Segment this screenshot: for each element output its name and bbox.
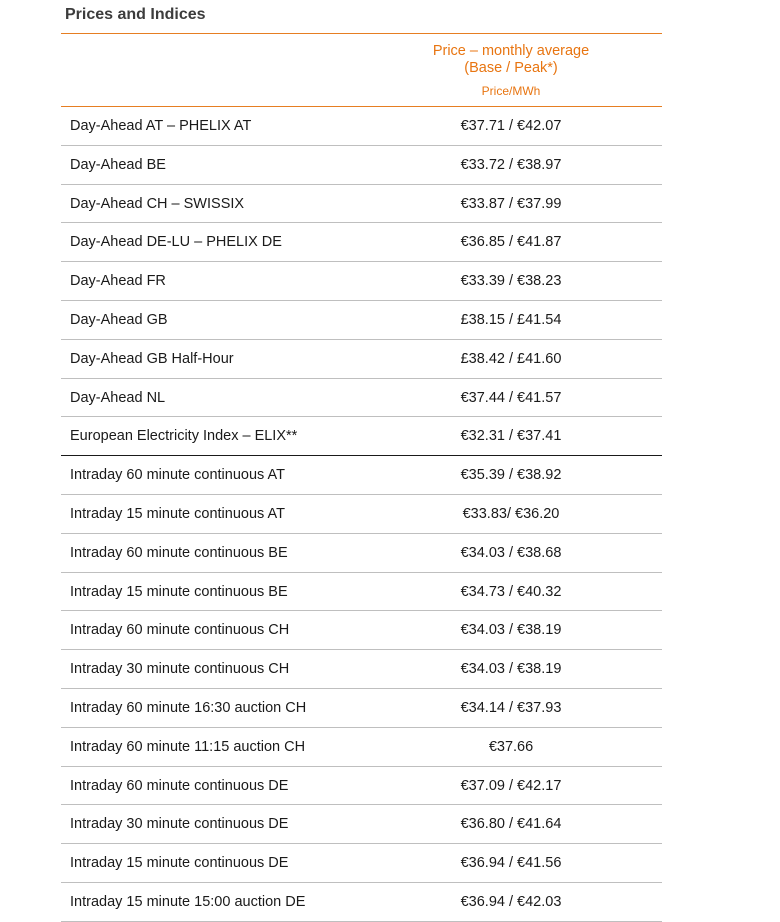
index-price: €36.80 / €41.64: [460, 816, 562, 833]
table-row: [61, 883, 662, 922]
index-price: €36.94 / €41.56: [460, 855, 562, 872]
index-price: €36.94 / €42.03: [460, 893, 562, 910]
index-name: Day-Ahead FR: [70, 273, 166, 290]
index-name: Intraday 15 minute 15:00 auction DE: [70, 893, 306, 910]
table-row: [61, 689, 662, 728]
index-name: Day-Ahead GB: [70, 311, 168, 328]
index-name: Day-Ahead GB Half-Hour: [70, 350, 234, 367]
index-name: European Electricity Index – ELIX**: [70, 428, 298, 445]
index-name: Intraday 60 minute continuous CH: [70, 622, 290, 639]
index-price: €35.39 / €38.92: [460, 467, 562, 484]
prices-table: [61, 33, 662, 922]
table-row: [61, 844, 662, 883]
table-body: [61, 107, 662, 922]
table-row: [61, 611, 662, 650]
index-price: €37.71 / €42.07: [460, 118, 562, 134]
index-name: Intraday 15 minute continuous BE: [70, 583, 288, 600]
index-name: Intraday 60 minute continuous BE: [70, 544, 288, 561]
table-row: [61, 728, 662, 767]
index-name: Day-Ahead DE-LU – PHELIX DE: [70, 234, 282, 251]
index-price: €34.03 / €38.19: [460, 622, 562, 639]
index-price: €37.44 / €41.57: [460, 389, 562, 406]
index-name: Intraday 60 minute continuous AT: [70, 467, 285, 484]
table-header: [61, 33, 662, 107]
table-row: [61, 534, 662, 573]
price-header-line1: Price – monthly average: [432, 43, 590, 59]
index-name: Day-Ahead NL: [70, 389, 166, 406]
index-price: £38.42 / £41.60: [460, 350, 562, 367]
index-price: €36.85 / €41.87: [460, 234, 562, 251]
table-row: [61, 417, 662, 456]
index-name: Intraday 15 minute continuous AT: [70, 505, 285, 522]
index-price: €33.87 / €37.99: [460, 195, 562, 212]
index-name: Intraday 30 minute continuous CH: [70, 661, 290, 678]
price-header-line2: (Base / Peak*): [464, 60, 558, 76]
index-price: €33.83/ €36.20: [462, 505, 560, 522]
index-price: €34.73 / €40.32: [460, 583, 562, 600]
index-price: €32.31 / €37.41: [460, 428, 562, 445]
index-price: €33.72 / €38.97: [460, 156, 562, 173]
table-row: [61, 185, 662, 224]
index-name: Day-Ahead AT – PHELIX AT: [70, 118, 252, 134]
index-price: €37.09 / €42.17: [460, 777, 562, 794]
page-title: Prices and Indices: [65, 6, 206, 23]
table-row: [61, 262, 662, 301]
price-unit-header: Price/MWh: [481, 84, 541, 98]
index-name: Intraday 60 minute 16:30 auction CH: [70, 699, 307, 716]
index-name: Intraday 30 minute continuous DE: [70, 816, 289, 833]
table-row: [61, 805, 662, 844]
table-row: [61, 767, 662, 806]
index-price: €33.39 / €38.23: [460, 273, 562, 290]
table-row: [61, 223, 662, 262]
index-price: €34.03 / €38.68: [460, 544, 562, 561]
index-name: Intraday 15 minute continuous DE: [70, 855, 289, 872]
index-price: €34.03 / €38.19: [460, 661, 562, 678]
index-name: Day-Ahead CH – SWISSIX: [70, 195, 245, 212]
price-column-header: [361, 43, 661, 77]
table-row: [61, 573, 662, 612]
index-price: €34.14 / €37.93: [460, 699, 562, 716]
index-name: Intraday 60 minute continuous DE: [70, 777, 289, 794]
table-row: [61, 107, 662, 146]
table-row: [61, 456, 662, 495]
index-name: Intraday 60 minute 11:15 auction CH: [70, 738, 306, 755]
table-row: [61, 301, 662, 340]
table-row: [61, 650, 662, 689]
index-name: Day-Ahead BE: [70, 156, 166, 173]
table-row: [61, 495, 662, 534]
table-row: [61, 340, 662, 379]
table-row: [61, 379, 662, 418]
table-row: [61, 146, 662, 185]
index-price: £38.15 / £41.54: [460, 311, 562, 328]
index-price: €37.66: [488, 738, 534, 755]
